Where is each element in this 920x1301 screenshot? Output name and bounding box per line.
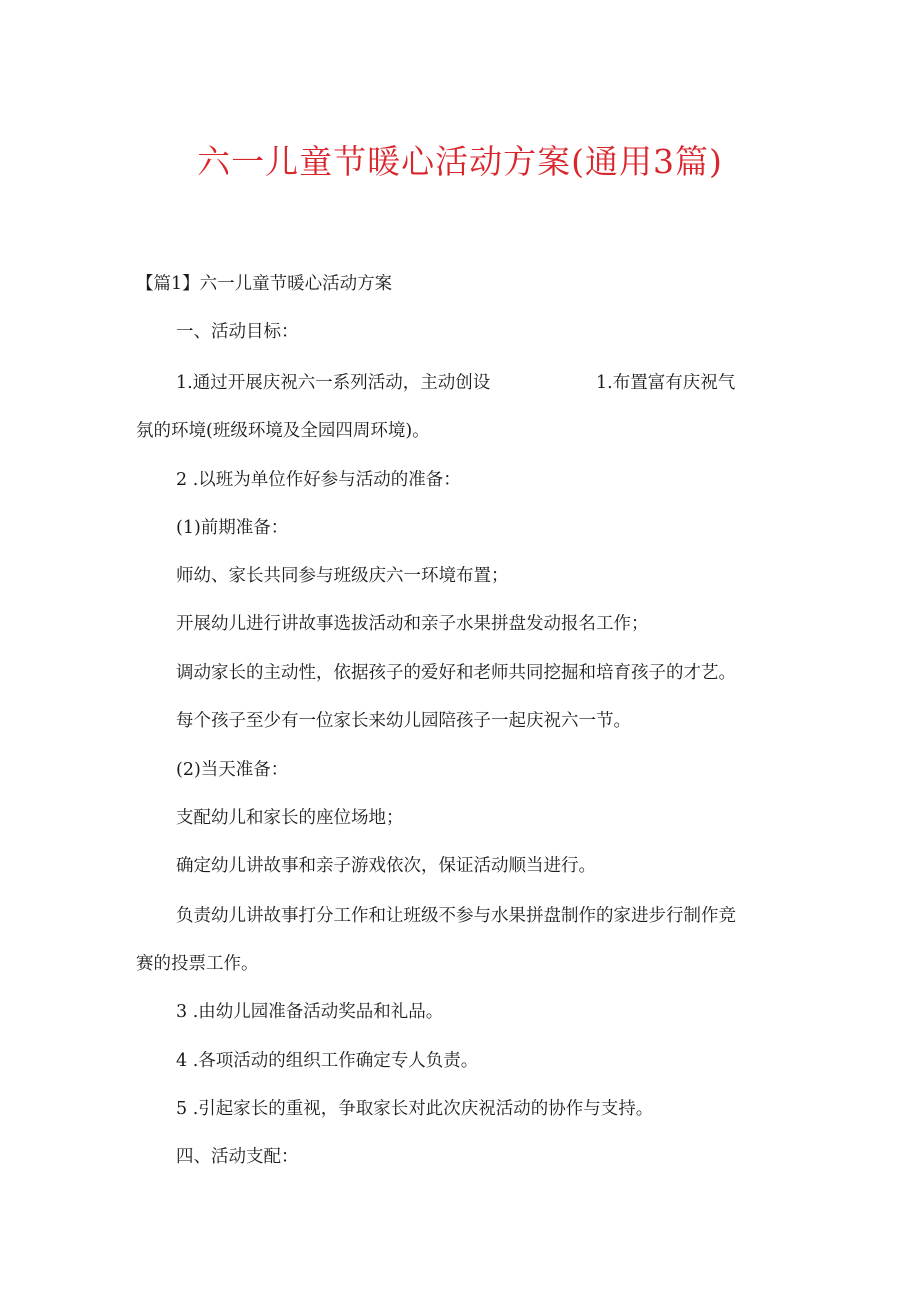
paragraph-fragment: 1.布置富有庆祝气 [596,373,736,393]
paragraph: 师幼、家长共同参与班级庆六一环境布置； [176,566,509,586]
paragraph: 负责幼儿讲故事打分工作和让班级不参与水果拼盘制作的家进步行制作竞 [176,906,736,926]
paragraph: 确定幼儿讲故事和亲子游戏依次，保证活动顺当进行。 [176,856,596,876]
paragraph: 支配幼儿和家长的座位场地； [176,808,404,828]
paragraph: 3 .由幼儿园准备活动奖品和礼品。 [176,1002,444,1022]
section-heading: 【篇1】六一儿童节暖心活动方案 [136,274,393,294]
paragraph: 每个孩子至少有一位家长来幼儿园陪孩子一起庆祝六一节。 [176,711,631,731]
paragraph: 开展幼儿进行讲故事选拔活动和亲子水果拼盘发动报名工作； [176,614,649,634]
paragraph: 调动家长的主动性，依据孩子的爱好和老师共同挖掘和培育孩子的才艺。 [176,663,736,683]
paragraph: 5 .引起家长的重视，争取家长对此次庆祝活动的协作与支持。 [176,1099,654,1119]
paragraph: 2 .以班为单位作好参与活动的准备： [176,470,461,490]
paragraph: 4 .各项活动的组织工作确定专人负责。 [176,1051,479,1071]
paragraph: 赛的投票工作。 [136,954,259,974]
document-title: 六一儿童节暖心活动方案(通用3篇) [197,142,723,181]
paragraph: (1)前期准备： [176,518,289,538]
paragraph: 四、活动支配： [176,1147,299,1167]
paragraph: 氛的环境(班级环境及全园四周环境)。 [136,421,430,441]
paragraph: 1.通过开展庆祝六一系列活动，主动创设 [176,373,491,393]
paragraph: 一、活动目标： [176,322,299,342]
paragraph: (2)当天准备： [176,760,289,780]
